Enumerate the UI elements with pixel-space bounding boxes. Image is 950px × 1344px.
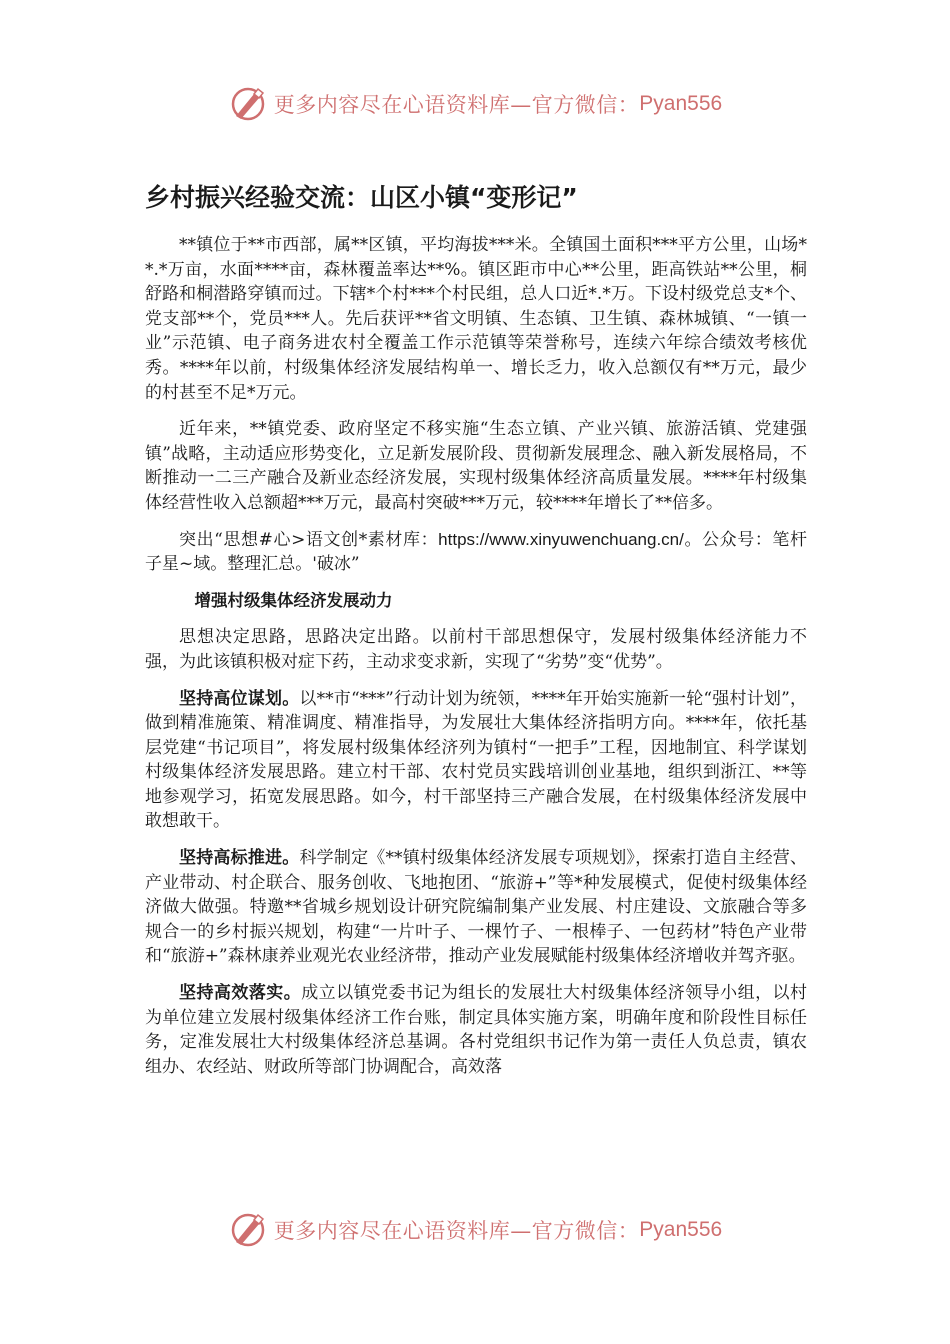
lead-high-efficiency: 坚持高效落实。 [179,983,302,1004]
banner-text: 更多内容尽在心语资料库—官方微信： [273,93,640,117]
body-high-standard: 科学制定《**镇村级集体经济发展专项规划》，探索打造自主经营、产业带动、村企联合、服务创收、飞地抱团、“旅游+”等*种发展模式，促使村级集体经济做大做强。特邀**省城乡规划设计研究院编制集产业发展、村庄建设、文旅融合等多规合一的乡村振兴规划，构建“一片叶子、一棵竹子、一根棒子、一包药材”特色产业带和“旅游+”森林康养业观光农业经济带，推动产业发展赋能村级集体经济增收并驾齐驱。 [145,848,808,967]
footer-banner [0,1208,950,1252]
banner-wechat-id: Pyan556 [639,1218,723,1241]
body-high-efficiency: 成立以镇党委书记为组长的发展壮大村级集体经济领导小组，以村为单位建立发展村级集体经济工作台账，制定具体实施方案，明确年度和阶段性目标任务，定准发展壮大村级集体经济总基调。各村党组织书记作为第一责任人负总责，镇农组办、农经站、财政所等部门协调配合，高效落 [145,983,808,1077]
banner-text: 更多内容尽在心语资料库—官方微信： [273,1219,640,1243]
article-body [145,233,807,1091]
banner-wechat-id: Pyan556 [639,92,723,115]
watermark-text-a: 突出“思想#心>语文创*素材库： [179,529,439,550]
paragraph-high-efficiency [145,981,807,1079]
paragraph-high-planning [145,687,807,835]
lead-high-standard: 坚持高标推进。 [179,848,300,869]
paragraph-intro: **镇位于**市西部，属**区镇，平均海拔***米。全镇国土面积***平方公里，山场**.*万亩，水面****亩，森林覆盖率达**%。镇区距市中心**公里，距高铁站**公里，桐舒路和桐潜路穿镇而过。下辖*个村***个村民组，总人口近*.*万。下设村级党总支*个、党支部**个，党员***人。先后获评**省文明镇、生态镇、卫生镇、森林城镇、“一镇一业”示范镇、电子商务进农村全覆盖工作示范镇等荣誉称号，连续六年综合绩效考核优秀。****年以前，村级集体经济发展结构单一、增长乏力，收入总额仅有**万元，最少的村甚至不足*万元。 [145,235,807,403]
paragraph-recent-years: 近年来，**镇党委、政府坚定不移实施“生态立镇、产业兴镇、旅游活镇、党建强镇”战略，主动适应形势变化，立足新发展阶段、贯彻新发展理念、融入新发展格局，不断推动一二三产融合及新业态经济发展，实现村级集体经济高质量发展。****年村级集体经营性收入总额超***万元，最高村突破***万元，较****年增长了**倍多。 [145,419,807,513]
paragraph-high-standard [145,846,807,969]
paragraph-watermark [145,528,807,577]
pen-nib-logo-icon [228,1210,268,1250]
body-high-planning: 以**市“***”行动计划为统领，****年开始实施新一轮“强村计划”，做到精准施策、精准调度、精准指导，为发展壮大集体经济指明方向。****年，依托基层党建“书记项目”，将发展村级集体经济列为镇村“一把手”工程，因地制宜、科学谋划村级集体经济发展思路。建立村干部、农村党员实践培训创业基地，组织到浙江、**等地参观学习，拓宽发展思路。如今，村干部坚持三产融合发展，在村级集体经济发展中敢想敢干。 [145,688,808,832]
section-heading: 增强村级集体经济发展动力 [194,590,393,610]
watermark-url[interactable]: https://www.xinyuwenchuang.cn/ [438,529,684,549]
header-banner [0,82,950,126]
watermark-text-b: 。公众号：笔杆子星~域。整理汇总。'破冰” [145,529,808,575]
pen-nib-logo-icon [228,84,268,124]
paragraph-mindset: 思想决定思路，思路决定出路。以前村干部思想保守，发展村级集体经济能力不强，为此该镇积极对症下药，主动求变求新，实现了“劣势”变“优势”。 [145,627,807,672]
lead-high-planning: 坚持高位谋划。 [179,688,300,709]
page-title: 乡村振兴经验交流：山区小镇“变形记” [145,183,578,212]
